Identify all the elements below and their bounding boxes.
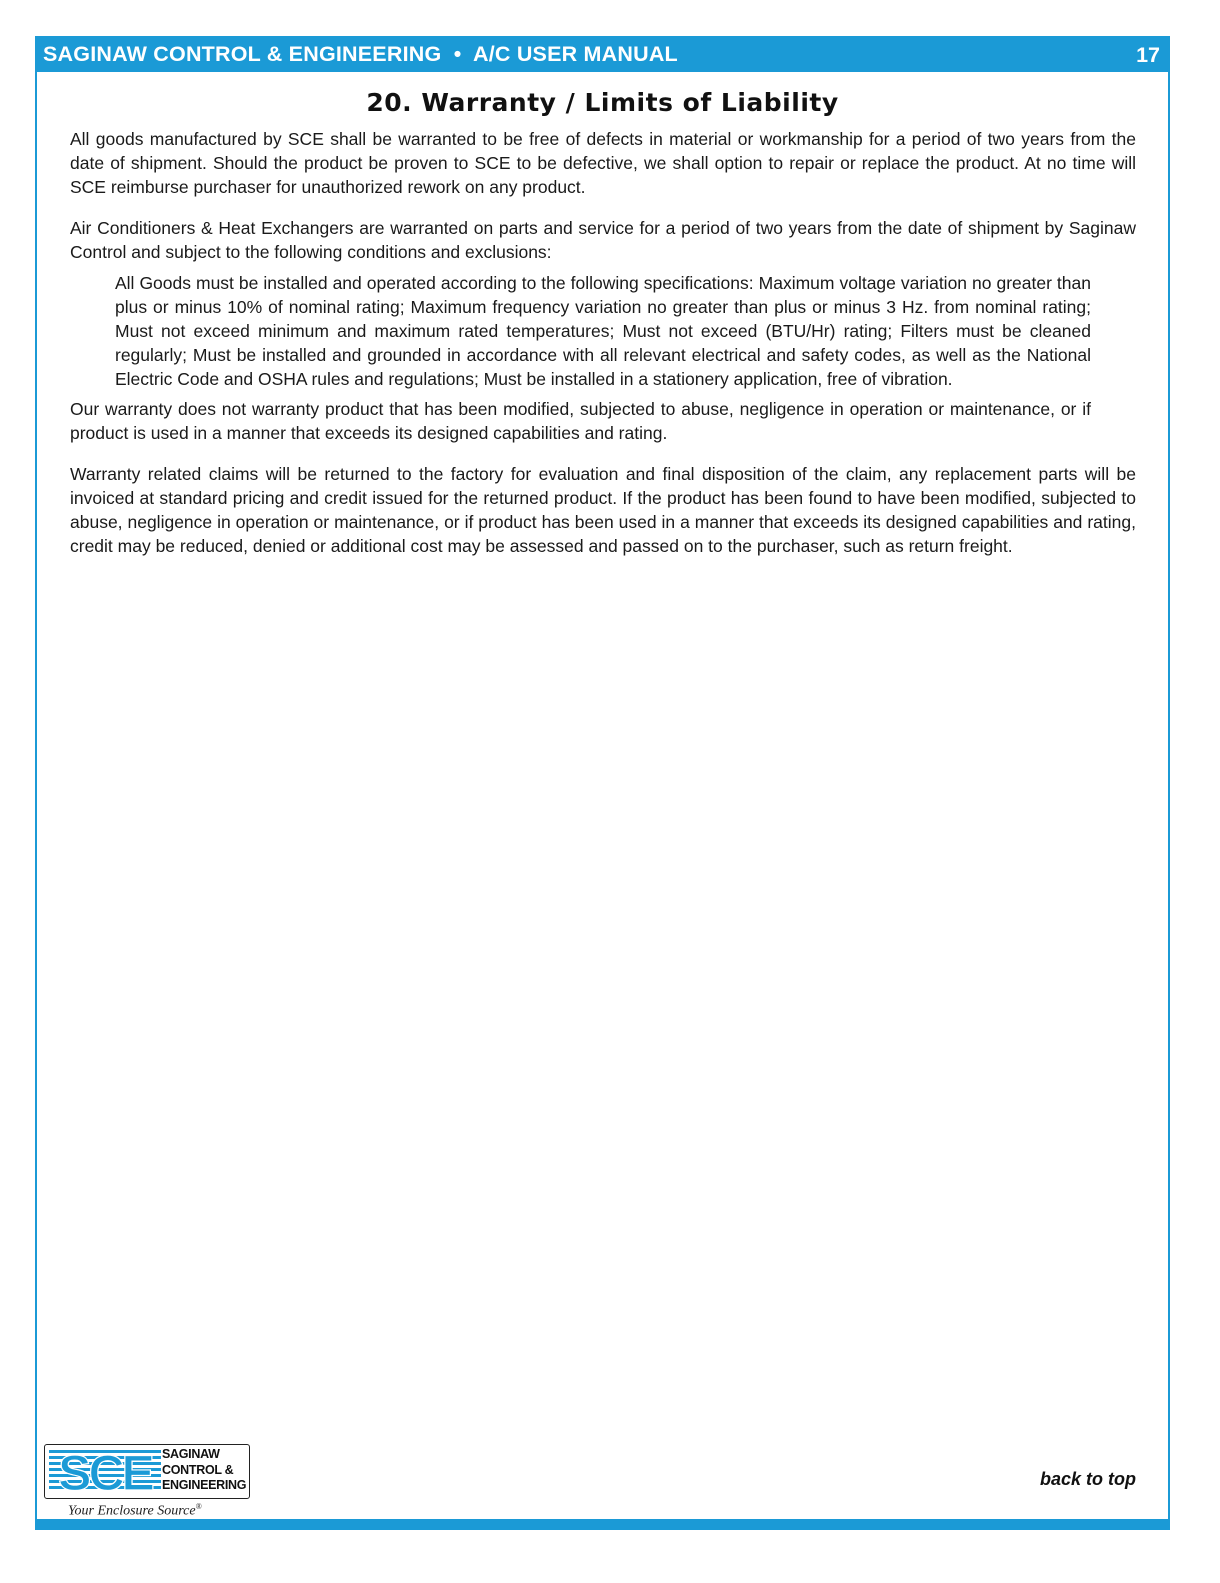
sce-logo bbox=[44, 1444, 250, 1499]
paragraph-warranty-goods: All goods manufactured by SCE shall be warranted to be free of defects in material or workmanship for a period of two years from the date of shipment. Should the product be proven to SCE to be defective, we shall option to repair or replace the product. At no time will SCE reimburse purchaser for unauthorized rework on any product. bbox=[70, 129, 1136, 197]
logo-line-saginaw: SAGINAW bbox=[162, 1447, 220, 1461]
paragraph-conditions: All Goods must be installed and operated according to the following specifications: Maximum voltage variation no greater than plus or minus 10% of nominal rating; Maximum frequency variation no greater than plus or minus 3 Hz. from nominal rating; Must not exceed minimum and maximum rated temperatures; Must not exceed (BTU/Hr) rating; Filters must be cleaned regularly; Must be installed and grounded in accordance with all relevant electrical and safety codes, as well as the National Electric Code and OSHA rules and regulations; Must be installed in a stationery application, free of vibration. bbox=[115, 273, 1091, 389]
page-number: 17 bbox=[1136, 43, 1160, 67]
back-to-top-link[interactable]: back to top bbox=[1039, 1469, 1136, 1489]
footer-bar bbox=[35, 1519, 1170, 1530]
document-body bbox=[70, 127, 1136, 575]
paragraph-exclusions: Our warranty does not warranty product that has been modified, subjected to abuse, negligence in operation or maintenance, or if product is used in a manner that exceeds its designed capabilities and rating. bbox=[70, 399, 1091, 443]
logo-line-engineering: ENGINEERING bbox=[162, 1478, 247, 1492]
section-title: 20. Warranty / Limits of Liability bbox=[366, 88, 839, 117]
registered-mark: ® bbox=[195, 1502, 202, 1511]
tagline bbox=[68, 1502, 202, 1520]
header-title: SAGINAW CONTROL & ENGINEERING • A/C USER MANUAL bbox=[43, 42, 678, 66]
paragraph-ac-warranty: Air Conditioners & Heat Exchangers are warranted on parts and service for a period of two years from the date of shipment by Saginaw Control and subject to the following conditions and exclusions: bbox=[70, 218, 1136, 262]
paragraph-claims: Warranty related claims will be returned to the factory for evaluation and final disposition of the claim, any replacement parts will be invoiced at standard pricing and credit issued for the returned product. If the product has been found to have been modified, subjected to abuse, negligence in operation or maintenance, or if product has been used in a manner that exceeds its designed capabilities and rating, credit may be reduced, denied or additional cost may be assessed and passed on to the purchaser, such as return freight. bbox=[70, 464, 1136, 556]
sce-logo-mark bbox=[49, 1447, 161, 1495]
sce-logo-letters: SCE bbox=[58, 1447, 152, 1495]
header-bar bbox=[35, 36, 1170, 72]
logo-line-control: CONTROL & bbox=[162, 1462, 234, 1477]
logo-company-name bbox=[162, 1447, 246, 1494]
tagline-text: Your Enclosure Source bbox=[68, 1503, 196, 1519]
